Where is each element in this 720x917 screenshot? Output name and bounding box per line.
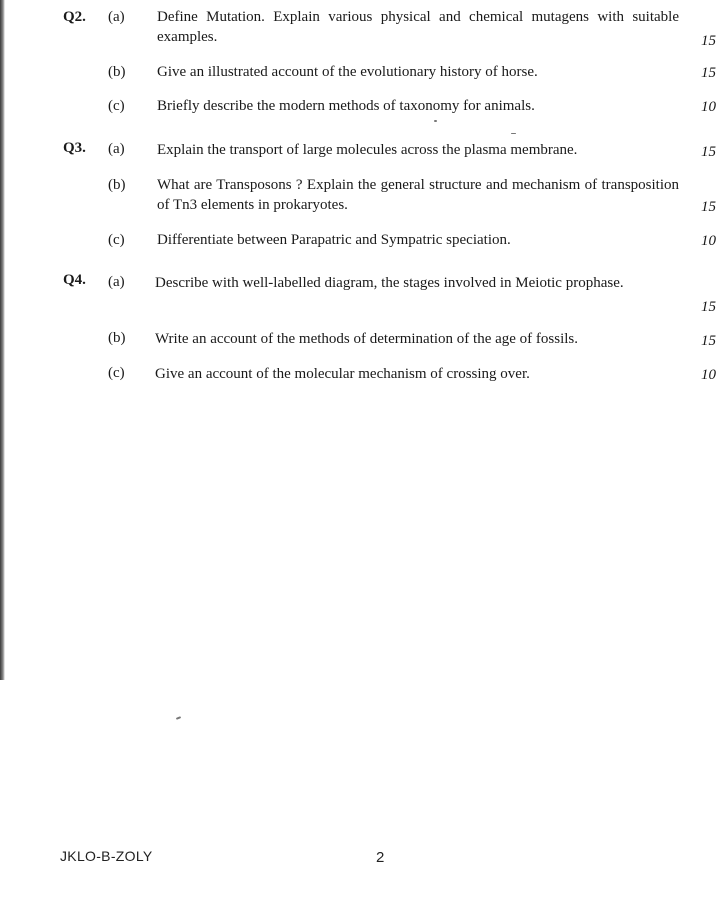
marks-q4b: 15 — [701, 333, 716, 349]
marks-q3a: 15 — [701, 144, 716, 160]
question-number-q3: Q3. — [63, 140, 86, 156]
marks-q4c: 10 — [701, 367, 716, 383]
marks-q2b: 15 — [701, 65, 716, 81]
part-label-q3a: (a) — [108, 141, 125, 157]
question-text-q2c: Briefly describe the modern methods of taxonomy for animals. — [157, 98, 535, 114]
part-label-q4b: (b) — [108, 330, 126, 346]
question-text-q4c: Give an account of the molecular mechanism of crossing over. — [155, 366, 530, 382]
question-text-q3a: Explain the transport of large molecules across the plasma membrane. — [157, 142, 578, 158]
marks-q3c: 10 — [701, 233, 716, 249]
question-number-q2: Q2. — [63, 9, 86, 25]
scan-page-edge — [0, 0, 5, 680]
scan-speck — [511, 133, 516, 134]
scan-speck — [434, 120, 437, 122]
question-text-q4a: Describe with well-labelled diagram, the stages involved in Meiotic prophase. — [155, 275, 624, 291]
question-text-q3b: What are Transposons ? Explain the general structure and mechanism of transposition of Tn3 elements in prokaryotes. — [157, 177, 679, 213]
question-number-q4: Q4. — [63, 272, 86, 288]
part-label-q4c: (c) — [108, 365, 125, 381]
part-label-q2a: (a) — [108, 9, 125, 25]
scan-speck — [176, 716, 181, 720]
question-text-q4b: Write an account of the methods of determination of the age of fossils. — [155, 331, 579, 347]
part-label-q3b: (b) — [108, 177, 126, 193]
page-number: 2 — [376, 849, 385, 866]
part-label-q2c: (c) — [108, 98, 125, 114]
part-label-q2b: (b) — [108, 64, 126, 80]
paper-code: JKLO-B-ZOLY — [60, 848, 153, 864]
marks-q2c: 10 — [701, 99, 716, 115]
marks-q2a: 15 — [701, 33, 716, 49]
marks-q3b: 15 — [701, 199, 716, 215]
marks-q4a: 15 — [701, 299, 716, 315]
question-text-q2b: Give an illustrated account of the evolutionary history of horse. — [157, 64, 538, 80]
question-text-q2a: Define Mutation. Explain various physical and chemical mutagens with suitable examples. — [157, 9, 679, 45]
question-text-q3c: Differentiate between Parapatric and Sympatric speciation. — [157, 232, 511, 248]
part-label-q4a: (a) — [108, 274, 125, 290]
part-label-q3c: (c) — [108, 232, 125, 248]
